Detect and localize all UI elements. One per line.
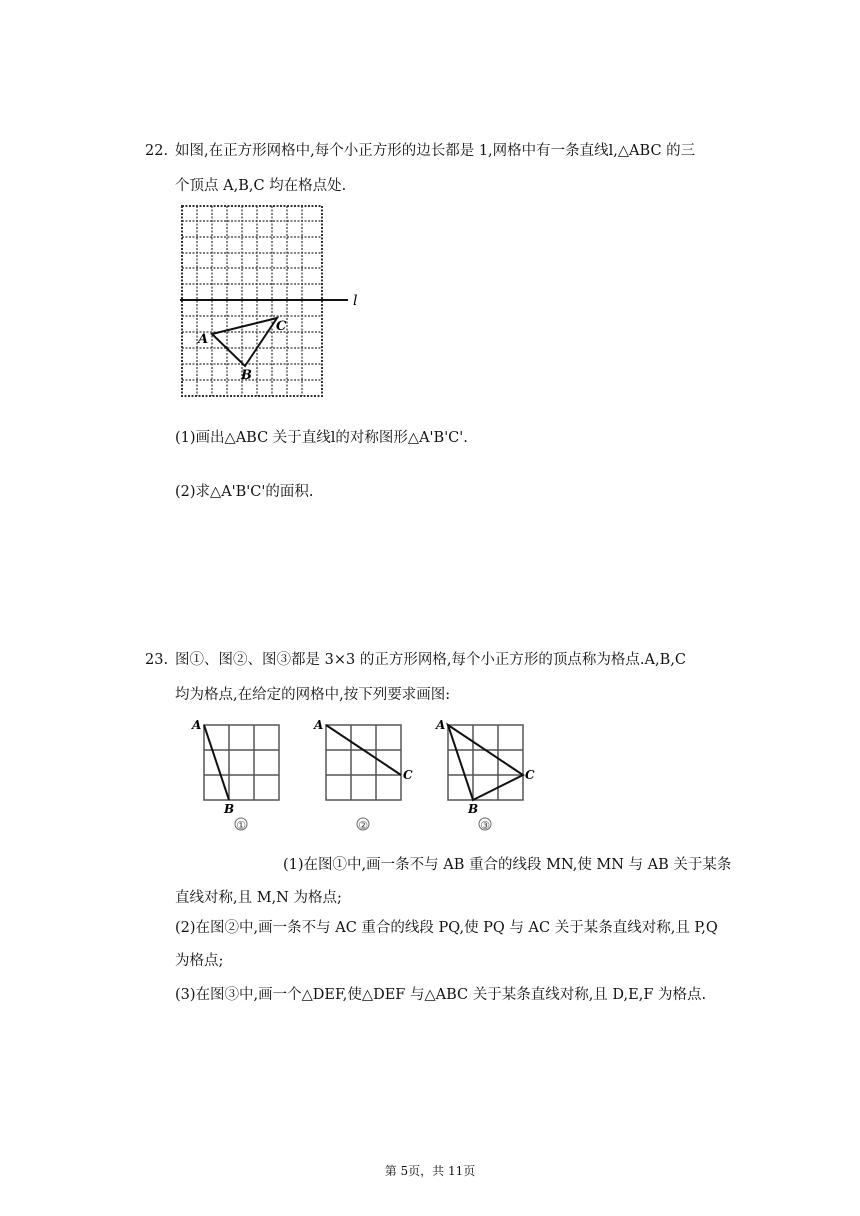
line-l-label: l xyxy=(353,293,358,309)
q23-stem-line1: 图①、图②、图③都是 3×3 的正方形网格,每个小正方形的顶点称为格点.A,B,C xyxy=(175,652,686,668)
triangle-abc-3 xyxy=(448,725,523,800)
triangle-abc xyxy=(212,318,277,366)
q22-sub1: (1)画出△ABC 关于直线l的对称图形△A'B'C'. xyxy=(175,430,468,446)
q23-figure-2 xyxy=(310,715,420,835)
q23-stem-line2: 均为格点,在给定的网格中,按下列要求画图: xyxy=(175,687,451,703)
fig1-caption: ① xyxy=(236,819,246,832)
fig3-caption: ③ xyxy=(480,819,490,832)
q22-stem-line2: 个顶点 A,B,C 均在格点处. xyxy=(175,178,347,194)
fig3-label-c: C xyxy=(525,768,535,782)
q23-sub1-line1: (1)在图①中,画一条不与 AB 重合的线段 MN,使 MN 与 AB 关于某条 xyxy=(283,857,732,873)
fig2-label-a: A xyxy=(314,718,324,732)
q23-sub1-line2: 直线对称,且 M,N 为格点; xyxy=(175,890,342,906)
q22-sub2: (2)求△A'B'C'的面积. xyxy=(175,484,314,500)
q23-figure-1 xyxy=(188,715,288,835)
q23-sub2-line1: (2)在图②中,画一条不与 AC 重合的线段 PQ,使 PQ 与 AC 关于某条直线对称,且 P,Q xyxy=(175,920,718,936)
fig3-label-b: B xyxy=(468,802,479,816)
q23-sub2-line2: 为格点; xyxy=(175,953,224,969)
fig3-label-a: A xyxy=(436,718,446,732)
fig2-caption: ② xyxy=(358,819,368,832)
q23-number: 23. xyxy=(145,652,169,668)
label-b: B xyxy=(241,368,252,383)
segment-ab xyxy=(204,725,229,800)
fig1-label-a: A xyxy=(192,718,202,732)
q23-sub3: (3)在图③中,画一个△DEF,使△DEF 与△ABC 关于某条直线对称,且 D,E,F 为格点. xyxy=(175,987,707,1003)
fig1-label-b: B xyxy=(224,802,235,816)
page-footer: 第 5页，共 11页 xyxy=(384,1164,476,1178)
q22-stem-line1: 如图,在正方形网格中,每个小正方形的边长都是 1,网格中有一条直线l,△ABC 的三 xyxy=(175,143,696,159)
label-a: A xyxy=(198,332,209,347)
q22-number: 22. xyxy=(145,143,169,159)
q22-figure xyxy=(170,198,370,408)
fig2-label-c: C xyxy=(403,768,413,782)
label-c: C xyxy=(276,319,287,334)
q23-figure-3 xyxy=(432,715,552,835)
